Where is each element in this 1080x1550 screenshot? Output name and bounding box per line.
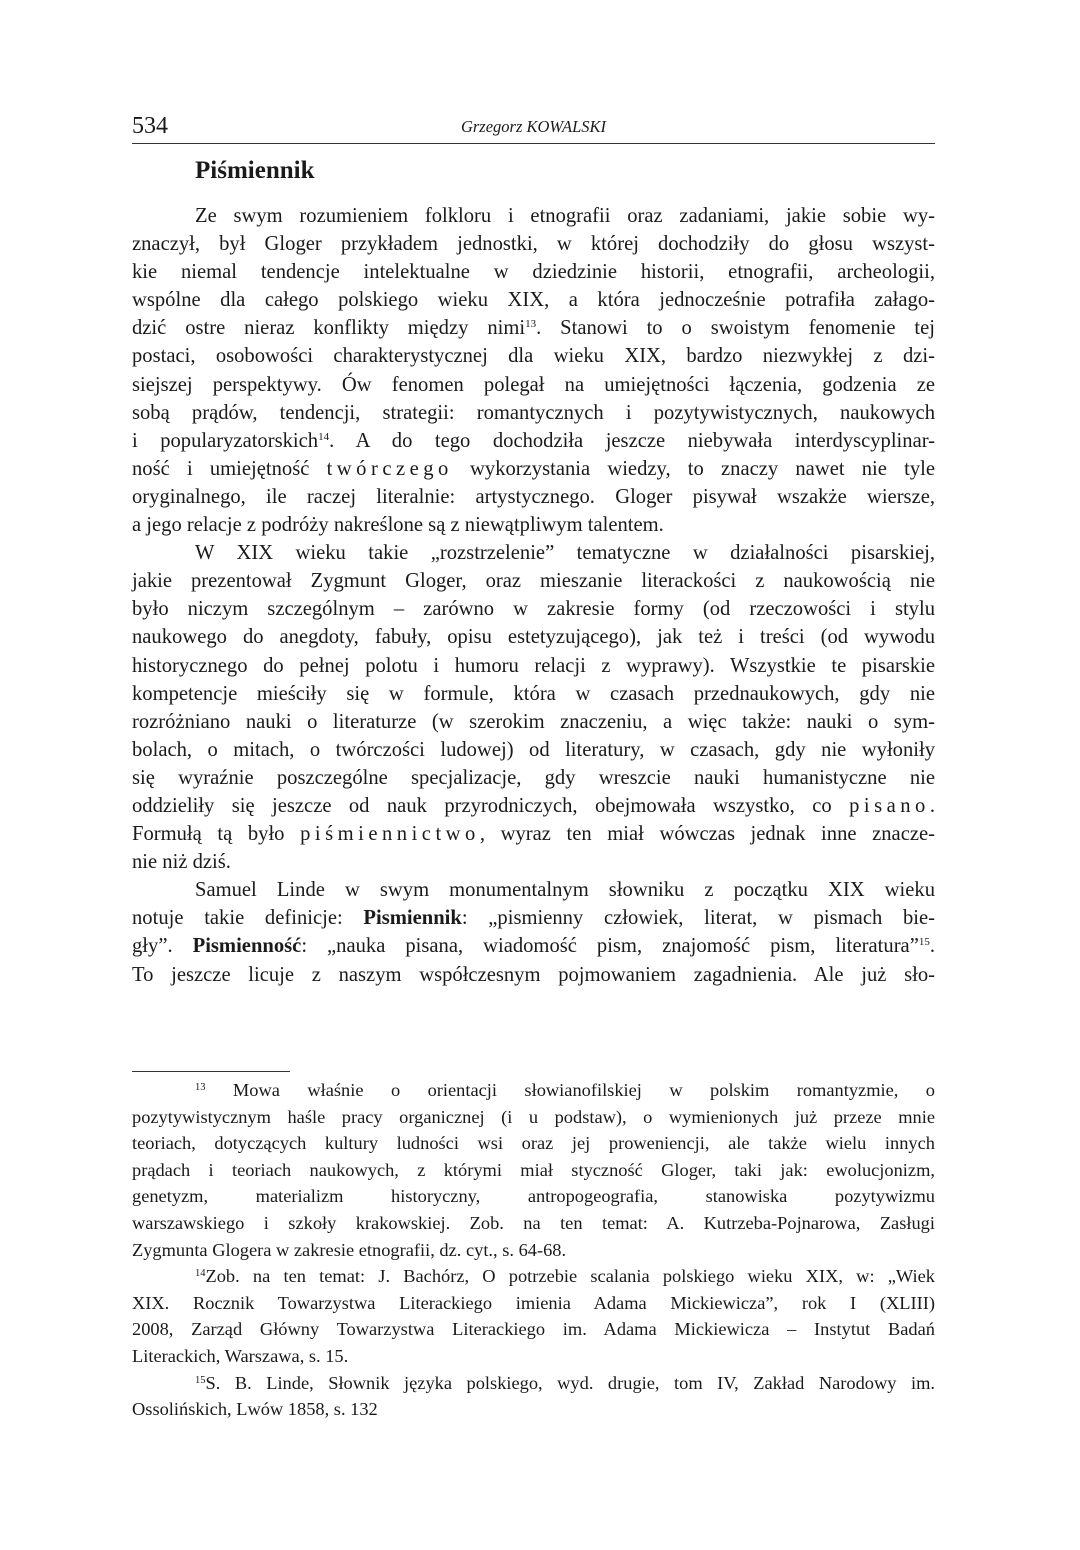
text-line xyxy=(132,1396,935,1423)
paragraph xyxy=(132,202,935,539)
page-number: 534 xyxy=(132,113,168,139)
footnote-reference: 14 xyxy=(318,430,330,443)
text-run: siejszej perspektywy. Ów fenomen polegał na umiejętności łączenia, godzenia ze xyxy=(132,373,935,396)
text-line xyxy=(132,539,935,567)
text-line xyxy=(132,961,935,989)
text-line xyxy=(132,1104,935,1131)
text-run: dzić ostre nieraz konflikty między nimi xyxy=(132,317,526,340)
text-run: wspólne dla całego polskiego wieku XIX, a która jednocześnie potrafiła załago- xyxy=(132,289,935,312)
text-run: znaczył, był Gloger przykładem jednostki, w której dochodziły do głosu wszyst- xyxy=(132,233,935,256)
text-run: . Stanowi to o swoistym fenomenie tej xyxy=(536,317,935,340)
text-run: ność i umiejętność xyxy=(132,457,327,480)
text-run: bolach, o mitach, o twórczości ludowej) od literatury, w czasach, gdy nie wyłoniły xyxy=(132,738,935,761)
text-line xyxy=(132,1130,935,1157)
text-line xyxy=(132,455,935,483)
text-line xyxy=(132,399,935,427)
text-line xyxy=(132,1343,935,1370)
text-run: kompetencje mieściły się w formule, która w czasach przednaukowych, gdy nie xyxy=(132,682,935,705)
text-run: postaci, osobowości charakterystycznej dla wieku XIX, bardzo niezwykłej z dzi- xyxy=(132,345,935,368)
text-line xyxy=(132,848,935,876)
text-run: sobą prądów, tendencji, strategii: romantycznych i pozytywistycznych, naukowych xyxy=(132,401,935,424)
bold-term: Pismienność xyxy=(192,935,302,958)
footnote-reference: 14 xyxy=(195,1268,206,1280)
text-run: , wyraz ten miał wówczas jednak inne znacze- xyxy=(479,823,935,846)
text-line xyxy=(132,652,935,680)
text-run: teoriach, dotyczących kultury ludności wsi oraz jej proweniencji, ale także wielu innych xyxy=(132,1133,935,1154)
text-line xyxy=(132,1263,935,1290)
text-line xyxy=(132,1183,935,1210)
text-run: kie niemal tendencje intelektualne w dziedzinie historii, etnografii, archeologii, xyxy=(132,261,935,284)
body-text xyxy=(132,202,935,989)
text-line xyxy=(132,1157,935,1184)
text-line xyxy=(132,904,935,932)
footnote-reference: 15 xyxy=(918,936,930,949)
text-line xyxy=(132,371,935,399)
text-run: wykorzystania wiedzy, to znaczy nawet nie tyle xyxy=(452,457,935,480)
paragraph xyxy=(132,539,935,876)
text-line xyxy=(132,1237,935,1264)
text-run: historycznego do pełnej polotu i humoru relacji z wyprawy). Wszystkie te pisarskie xyxy=(132,654,935,677)
text-run: gły”. xyxy=(132,935,193,958)
text-run: : „pismienny człowiek, literat, w pismach bie- xyxy=(461,907,935,930)
footnote-divider xyxy=(132,1071,290,1072)
text-line xyxy=(132,932,935,960)
text-run: nie niż dziś. xyxy=(132,851,231,874)
text-run: Ossolińskich, Lwów 1858, s. 132 xyxy=(132,1399,378,1420)
text-run: . A do tego dochodziła jeszcze niebywała interdyscyplinar- xyxy=(329,429,936,452)
text-line xyxy=(132,792,935,820)
text-line xyxy=(132,286,935,314)
text-run: Literackich, Warszawa, s. 15. xyxy=(132,1345,349,1366)
text-run: S. B. Linde, Słownik języka polskiego, wyd. drugie, tom IV, Zakład Narodowy im. xyxy=(205,1372,935,1393)
text-line xyxy=(132,230,935,258)
text-run: genetyzm, materializm historyczny, antropogeografia, stanowiska pozytywizmu xyxy=(132,1186,935,1207)
text-run: Formułą tą było xyxy=(132,823,301,846)
text-line xyxy=(132,1316,935,1343)
spaced-emphasis: piśmiennictwo xyxy=(300,823,480,846)
footnote xyxy=(132,1263,935,1369)
text-run: Samuel Linde w swym monumentalnym słowniku z początku XIX wieku xyxy=(195,879,935,902)
text-line xyxy=(132,1370,935,1397)
text-run: naukowego do anegdoty, fabuły, opisu estetyzującego), jak też i treści (od wywodu xyxy=(132,626,935,649)
text-run: pozytywistycznym haśle pracy organicznej (i u podstaw), o wymienionych już przeze mnie xyxy=(132,1106,935,1127)
section-title: Piśmiennik xyxy=(195,157,315,184)
text-run: i popularyzatorskich xyxy=(132,429,319,452)
text-run: Zob. na ten temat: J. Bachórz, O potrzebie scalania polskiego wieku XIX, w: „Wiek xyxy=(205,1266,935,1287)
spaced-emphasis: twórczego xyxy=(326,457,453,480)
text-line xyxy=(132,736,935,764)
footnote-reference: 13 xyxy=(525,318,537,331)
footnote-reference: 15 xyxy=(195,1374,206,1386)
footnote-reference: 13 xyxy=(195,1082,206,1093)
text-run: 2008, Zarząd Główny Towarzystwa Literackiego im. Adama Mickiewicza – Instytut Badań xyxy=(132,1319,935,1340)
text-run: Mowa właśnie o orientacji słowianofilskiej w polskim romantyzmie, o xyxy=(205,1080,935,1100)
text-line xyxy=(132,342,935,370)
text-run: jakie prezentował Zygmunt Gloger, oraz mieszanie literackości z naukowością nie xyxy=(132,570,935,593)
text-run: . xyxy=(929,935,935,958)
text-line xyxy=(132,595,935,623)
text-line xyxy=(132,623,935,651)
text-line xyxy=(132,427,935,455)
text-line xyxy=(132,258,935,286)
text-run: . xyxy=(929,794,935,817)
text-line xyxy=(132,314,935,342)
text-line xyxy=(132,511,935,539)
text-run: oryginalnego, ile raczej literalnie: artystycznego. Gloger pisywał wszakże wiersze, xyxy=(132,485,935,508)
paragraph xyxy=(132,876,935,988)
text-run: oddzieliły się jeszcze od nauk przyrodniczych, obejmowała wszystko, co xyxy=(132,794,850,817)
text-line xyxy=(132,820,935,848)
text-line xyxy=(132,876,935,904)
text-run: To jeszcze licuje z naszym współczesnym pojmowaniem zagadnienia. Ale już sło- xyxy=(132,963,935,986)
spaced-emphasis: pisano xyxy=(849,794,930,817)
text-line xyxy=(132,1210,935,1237)
text-line xyxy=(132,567,935,595)
text-run: prądach i teoriach naukowych, z którymi miał styczność Gloger, taki jak: ewolucjonizm, xyxy=(132,1159,935,1180)
text-line xyxy=(132,680,935,708)
text-line xyxy=(132,202,935,230)
text-run: się wyraźnie poszczególne specjalizacje, gdy wreszcie nauki humanistyczne nie xyxy=(132,766,935,789)
text-line xyxy=(132,1290,935,1317)
text-run: W XIX wieku takie „rozstrzelenie” tematyczne w działalności pisarskiej, xyxy=(195,542,935,565)
text-run: było niczym szczególnym – zarówno w zakresie formy (od rzeczowości i stylu xyxy=(132,598,935,621)
running-head-author: Grzegorz KOWALSKI xyxy=(460,117,607,136)
text-line xyxy=(132,708,935,736)
text-run: notuje takie definicje: xyxy=(132,907,364,930)
text-run: a jego relacje z podróży nakreślone są z niewątpliwym talentem. xyxy=(132,514,664,537)
text-line xyxy=(132,764,935,792)
text-line xyxy=(132,483,935,511)
text-run: : „nauka pisana, wiadomość pism, znajomość pism, literatura” xyxy=(301,935,919,958)
header-divider xyxy=(132,143,935,144)
footnote xyxy=(132,1370,935,1423)
text-run: Ze swym rozumieniem folkloru i etnografii oraz zadaniami, jakie sobie wy- xyxy=(195,205,935,227)
text-run: warszawskiego i szkoły krakowskiej. Zob. na ten temat: A. Kutrzeba-Pojnarowa, Zasługi xyxy=(132,1212,935,1233)
text-line xyxy=(132,1077,935,1104)
footnote xyxy=(132,1077,935,1263)
text-run: Zygmunta Glogera w zakresie etnografii, dz. cyt., s. 64-68. xyxy=(132,1239,567,1260)
bold-term: Pismiennik xyxy=(363,907,462,930)
footnotes xyxy=(132,1077,935,1423)
text-run: XIX. Rocznik Towarzystwa Literackiego imienia Adama Mickiewicza”, rok I (XLIII) xyxy=(132,1292,935,1313)
text-run: rozróżniano nauki o literaturze (w szerokim znaczeniu, a więc także: nauki o sym- xyxy=(132,710,935,733)
